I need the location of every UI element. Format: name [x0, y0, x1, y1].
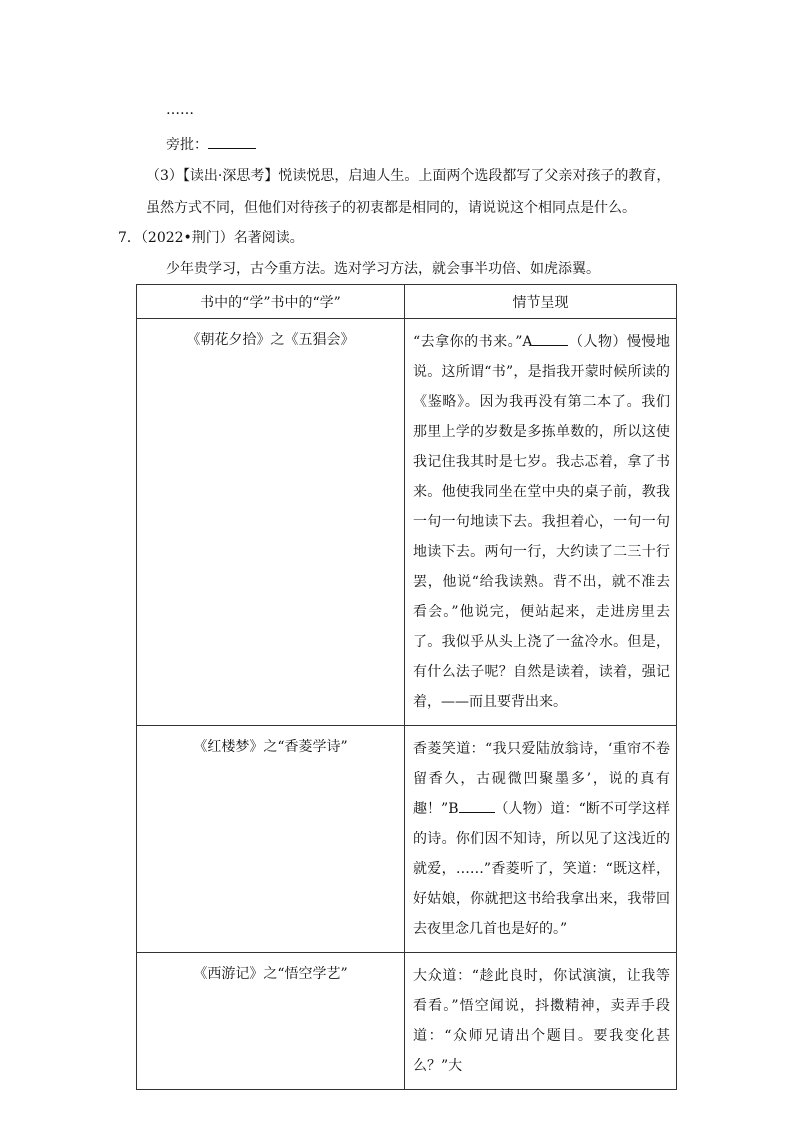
- source-cell: 《朝花夕拾》之《五猖会》: [137, 319, 405, 726]
- ellipsis-text: ……: [166, 102, 194, 118]
- sub-question-3-line-1: （3）【读出·深思考】悦读悦思，启迪人生。上面两个选段都写了父亲对孩子的教育，: [146, 168, 671, 184]
- blank-b[interactable]: [459, 798, 495, 813]
- table-row: [137, 726, 677, 953]
- table-row: [137, 953, 677, 1090]
- source-cell: 《西游记》之“悟空学艺”: [137, 953, 405, 1090]
- source-cell: 《红楼梦》之“香菱学诗”: [137, 726, 405, 953]
- plot-text-start: 香菱笑道：“我只爱陆放翁诗，‘重帘不卷留香久，古砚微凹聚墨多’，说的真有趣！”B: [413, 741, 670, 817]
- table-header-row: [137, 285, 677, 319]
- column-header-plot: 情节呈现: [405, 285, 677, 319]
- plot-text-start: “去拿你的书来。”A: [413, 334, 533, 350]
- plot-cell: [405, 726, 677, 953]
- reading-table: [136, 284, 677, 1090]
- pangpi-label: 旁批：: [166, 137, 208, 153]
- question-7-header: 7．（2022•荆门）名著阅读。: [118, 230, 304, 246]
- sub-question-3-line-2: 虽然方式不同，但他们对待孩子的初衷都是相同的，请说说这个相同点是什么。: [146, 200, 636, 216]
- plot-text-end: （人物）道：“断不可学这样的诗。你们因不知诗，所以见了这浅近的就爱，……”香菱听了，笑道：“既这样，好姑娘，你就把这书给我拿出来，我带回去夜里念几首也是好的。”: [413, 801, 670, 937]
- plot-text-start: 大众道：“趁此良时，你试演演，让我等看看。”悟空闻说，抖擞精神，卖弄手段道：“众师兄请出个题目。要我变化甚么？”大: [413, 968, 670, 1074]
- plot-text-end: （人物）慢慢地说。这所谓“书”，是指我开蒙时候所读的《鉴略》。因为我再没有第二本了。我们那里上学的岁数是多拣单数的，所以这使我记住我其时是七岁。我忐忑着，拿了书来。他使我同坐在堂中央的桌子前，教我一句一句地读下去。我担着心，一句一句地读下去。两句一行，大约读了二三十行罢，他说“给我读熟。背不出，就不准去看会。”他说完，便站起来，走进房里去了。我似乎从头上浇了一盆冷水。但是，有什么法子呢？自然是读着，读着，强记着，——而且要背出来。: [413, 334, 670, 710]
- column-header-source: 书中的“学”书中的“学”: [137, 285, 405, 319]
- blank-a[interactable]: [532, 331, 568, 346]
- pangpi-line: [166, 134, 256, 155]
- plot-cell: [405, 953, 677, 1090]
- table-row: [137, 319, 677, 726]
- plot-cell: [405, 319, 677, 726]
- pangpi-answer-blank[interactable]: [208, 134, 256, 149]
- question-7-intro: 少年贵学习，古今重方法。选对学习方法，就会事半功倍、如虎添翼。: [166, 261, 600, 277]
